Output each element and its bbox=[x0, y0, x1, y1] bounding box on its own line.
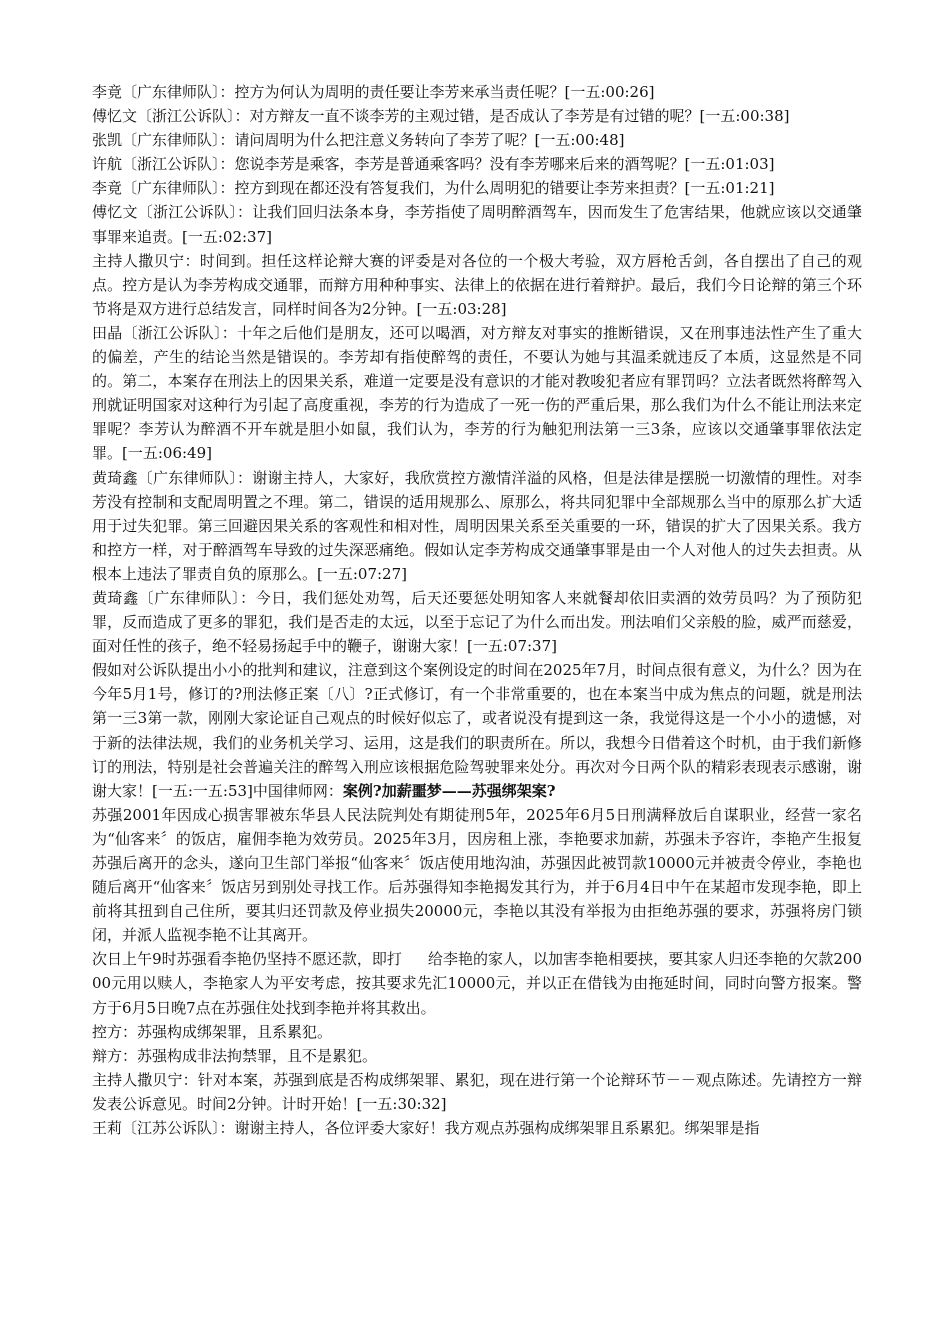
case-text-after-gap: 给李艳的家人，以加害李艳相要挟，要其家人归还李艳的欠款20000元用以赎人，李艳家人为平安考虑，按其要求先汇10000元，并以正在借钱为由拖延时间，同时向警方报案。警方于6月5日晚7点在苏强住处找到李艳并将其救出。 bbox=[92, 950, 863, 1017]
transcript-paragraph: 张凯〔广东律师队〕：请问周明为什么把注意义务转向了李芳了呢？[一五:00:48] bbox=[92, 131, 625, 150]
case-text-before-gap: 次日上午9时苏强看李艳仍坚持不愿还款，即打 bbox=[92, 950, 402, 969]
prosecution-position: 控方：苏强构成绑架罪，且系累犯。 bbox=[92, 1022, 333, 1041]
transcript-paragraph: 王莉〔江苏公诉队〕：谢谢主持人，各位评委大家好！我方观点苏强构成绑架罪且系累犯。绑架罪是指 bbox=[92, 1119, 760, 1138]
defense-position: 辩方：苏强构成非法拘禁罪，且不是累犯。 bbox=[92, 1046, 378, 1065]
transcript-paragraph: 许航〔浙江公诉队〕：您说李芳是乘客，李芳是普通乘客吗？没有李芳哪来后来的酒驾呢？[一五:01:03] bbox=[92, 155, 775, 174]
host-paragraph: 主持人撒贝宁：针对本案，苏强到底是否构成绑架罪、累犯，现在进行第一个论辩环节－－观点陈述。先请控方一辩发表公诉意见。时间2分钟。计时开始！[一五:30:32] bbox=[92, 1070, 862, 1113]
commentary-paragraph bbox=[92, 658, 862, 803]
transcript-paragraph: 田晶〔浙江公诉队〕：十年之后他们是朋友，还可以喝酒，对方辩友对事实的推断错误，又在刑事违法性产生了重大的偏差，产生的结论当然是错误的。李芳却有指使醉驾的责任，不要认为她与其温柔就违反了本质，这显然是不同的。第二，本案存在刑法上的因果关系，难道一定要是没有意识的才能对教唆犯者应有罪罚吗？立法者既然将醉驾入刑就证明国家对这种行为引起了高度重视，李芳的行为造成了一死一伤的严重后果，那么我们为什么不能让刑法来定罪呢？李芳认为醉酒不开车就是胆小如鼠，我们认为，李芳的行为触犯刑法第一三3条，应该以交通肇事罪依法定罪。[一五:06:49] bbox=[92, 323, 862, 463]
transcript-paragraph: 李竟〔广东律师队〕：控方为何认为周明的责任要让李芳来承当责任呢？[一五:00:26] bbox=[92, 83, 655, 101]
document-body bbox=[92, 80, 862, 1140]
case-title: 案例?加薪噩梦——苏强绑架案? bbox=[342, 781, 556, 800]
transcript-paragraph: 黄琦鑫〔广东律师队〕：谢谢主持人，大家好，我欣赏控方激情洋溢的风格，但是法律是摆脱一切激情的理性。对李芳没有控制和支配周明置之不理。第二，错误的适用规那么、原那么，将共同犯罪中全部规那么当中的原那么扩大适用于过失犯罪。第三回避因果关系的客观性和相对性，周明因果关系至关重要的一环，错误的扩大了因果关系。我方和控方一样，对于醉酒驾车导致的过失深恶痛绝。假如认定李芳构成交通肇事罪是由一个人对他人的过失去担责。从根本上违法了罪责自负的原那么。[一五:07:27] bbox=[92, 468, 862, 583]
transcript-paragraph: 傅忆文〔浙江公诉队〕：对方辩友一直不谈李芳的主观过错，是否成认了李芳是有过错的呢？[一五:00:38] bbox=[92, 107, 790, 126]
transcript-paragraph: 主持人撒贝宁：时间到。担任这样论辩大赛的评委是对各位的一个极大考验，双方唇枪舌剑，各自摆出了自己的观点。控方是认为李芳构成交通罪，而辩方用种种事实、法律上的依据在进行着辩护。最后，我们今日论辩的第三个环节将是双方进行总结发言，同样时间各为2分钟。[一五:03:28] bbox=[92, 251, 862, 318]
case-paragraph bbox=[92, 947, 862, 1019]
case-paragraph: 苏强2001年因成心损害罪被东华县人民法院判处有期徒刑5年，2025年6月5日刑满释放后自谋职业，经营一家名为“仙客来〞的饭店，雇佣李艳为效劳员。2025年3月，因房租上涨，李艳要求加薪，苏强未予容许，李艳产生报复苏强后离开的念头，遂向卫生部门举报“仙客来〞饭店使用地沟油，苏强因此被罚款10000元并被责令停业，李艳也随后离开“仙客来〞饭店另到别处寻找工作。后苏强得知李艳揭发其行为，并于6月4日中午在某超市发现李艳，即上前将其扭到自己住所，要其归还罚款及停业损失20000元，李艳以其没有举报为由拒绝苏强的要求，苏强将房门锁闭，并派人监视李艳不让其离开。 bbox=[92, 805, 862, 945]
transcript-paragraph: 傅忆文〔浙江公诉队〕：让我们回归法条本身，李芳指使了周明醉酒驾车，因而发生了危害结果，他就应该以交通肇事罪来追责。[一五:02:37] bbox=[92, 203, 862, 246]
transcript-paragraph: 李竟〔广东律师队〕：控方到现在都还没有答复我们，为什么周明犯的错要让李芳来担责？[一五:01:21] bbox=[92, 179, 775, 198]
transcript-paragraph: 黄琦鑫〔广东律师队〕：今日，我们惩处劝驾，后天还要惩处明知客人来就餐却依旧卖酒的效劳员吗？为了预防犯罪，反而造成了更多的罪犯，我们是否走的太远，以至于忘记了为什么而出发。刑法咱们父亲般的脸，威严而慈爱，面对任性的孩子，绝不轻易扬起手中的鞭子，谢谢大家！[一五:07:37] bbox=[92, 588, 862, 656]
commentary-text: 假如对公诉队提出小小的批判和建议，注意到这个案例设定的时间在2025年7月，时间点很有意义，为什么？因为在今年5月1号，修订的?刑法修正案〔八〕?正式修订，有一个非常重要的，也在本案当中成为焦点的问题，就是刑法第一三3第一款，刚刚大家论证自己观点的时候好似忘了，或者说没有提到这一条，我觉得这是一个小小的遗憾，对于新的法律法规，我们的业务机关学习、运用，这是我们的职责所在。所以，我想今日借着这个时机，由于我们新修订的刑法，特别是社会普遍关注的醉驾入刑应该根据危险驾驶罪来处分。再次对今日两个队的精彩表现表示感谢，谢谢大家！[一五:一五:53]中国律师网： bbox=[92, 661, 862, 800]
